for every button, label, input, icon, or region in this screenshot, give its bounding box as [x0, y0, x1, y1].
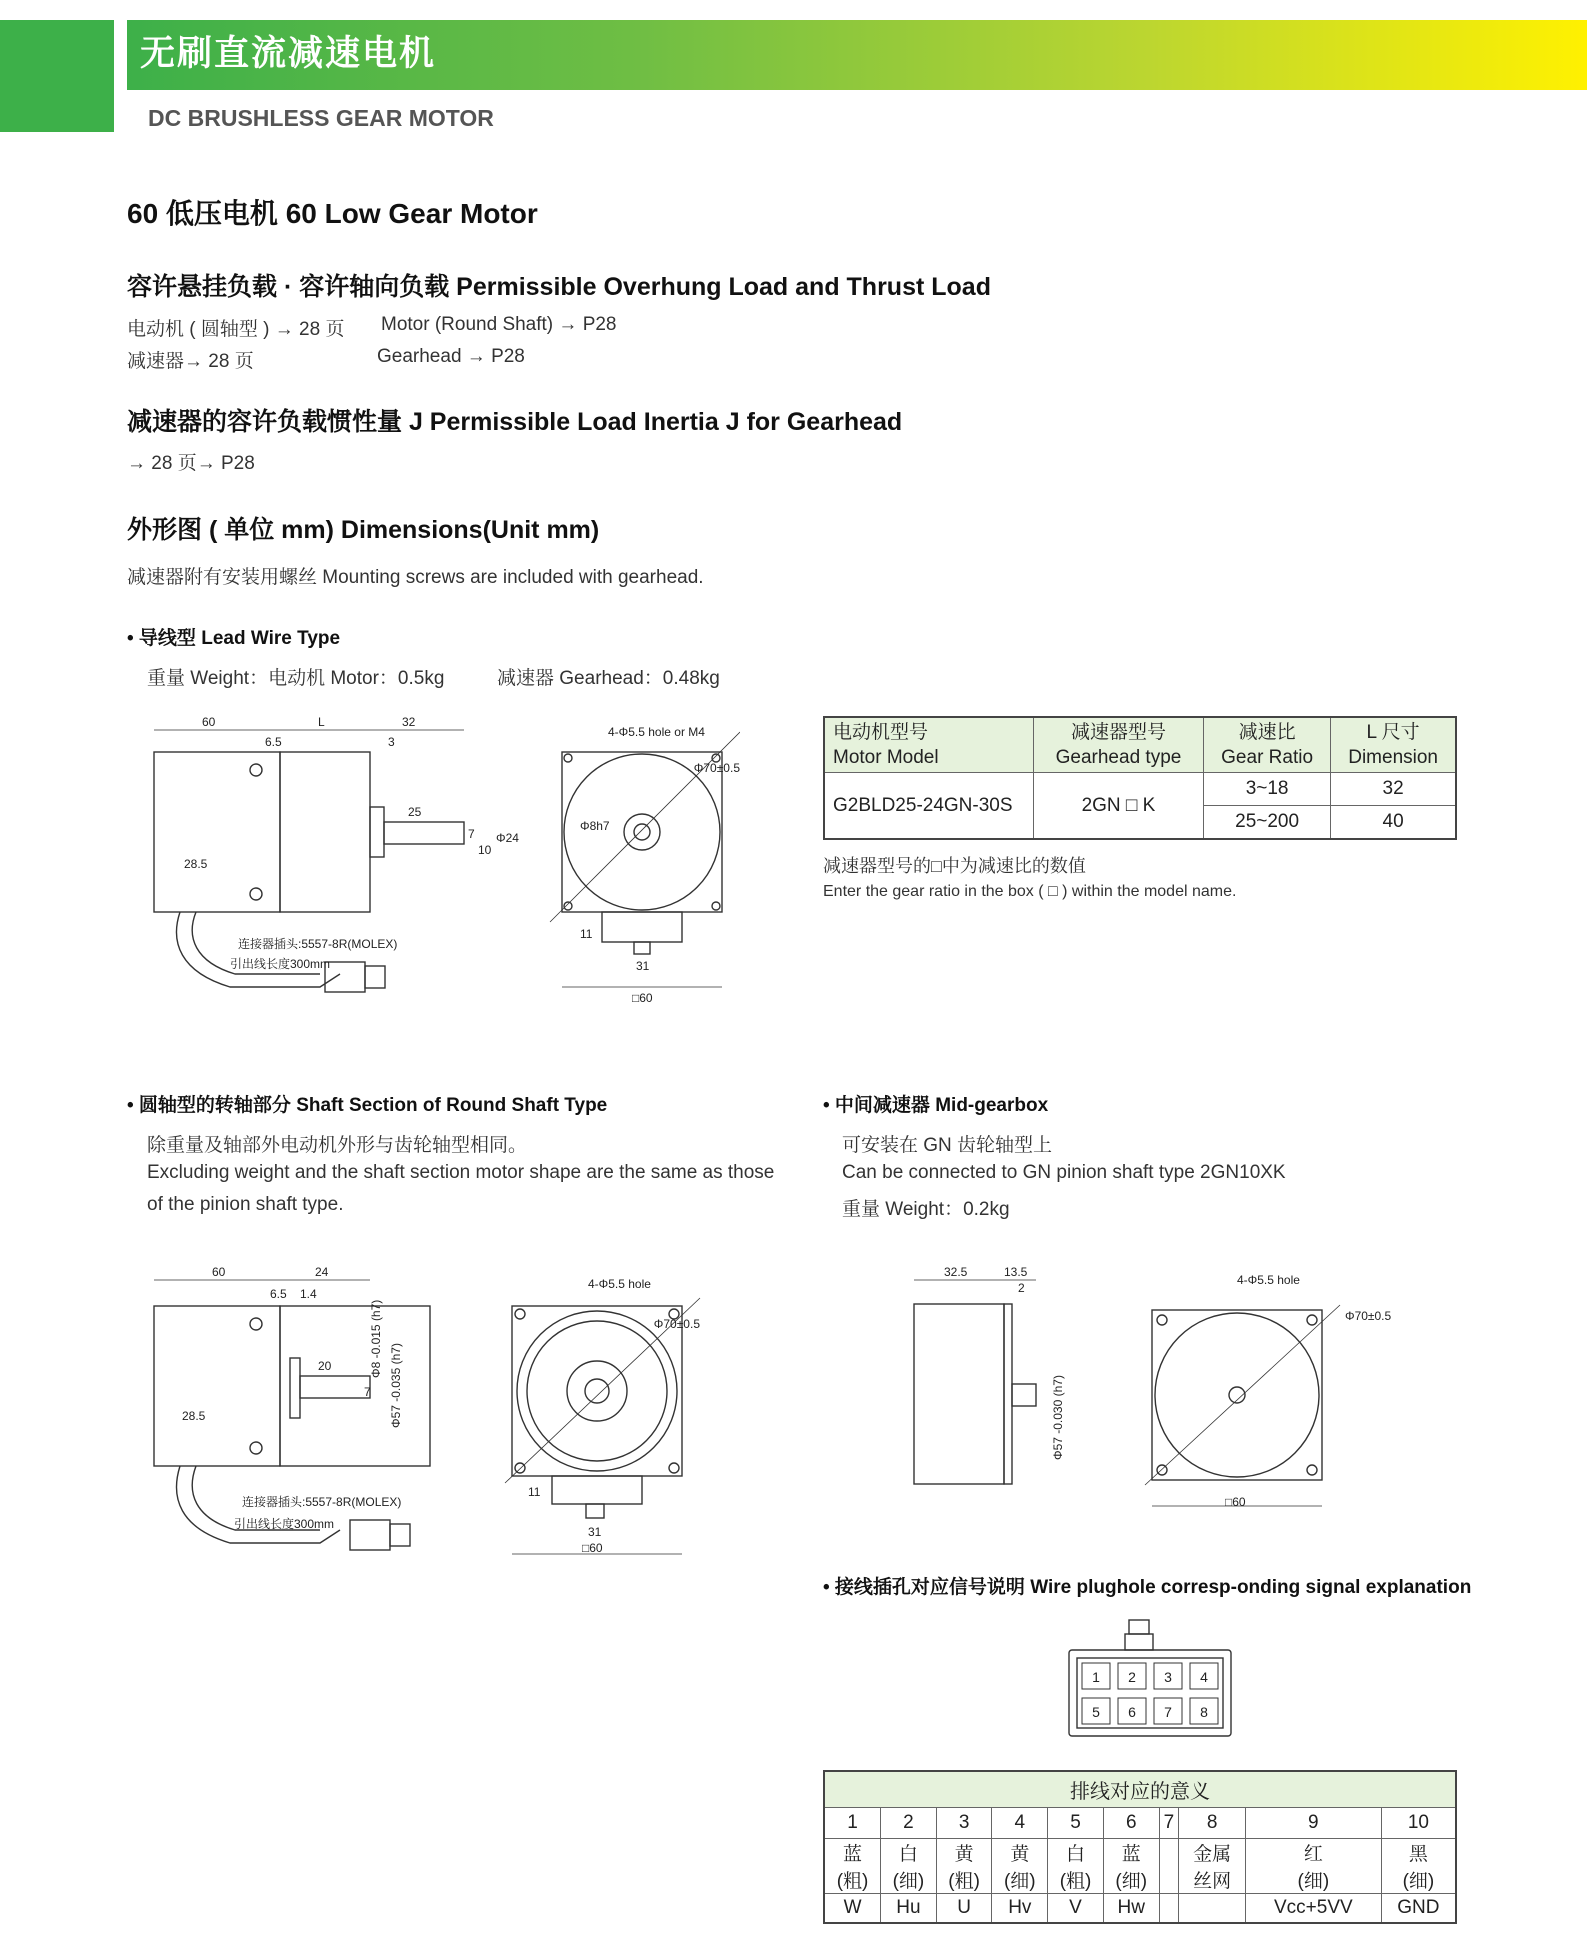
mid-gearbox-drawing [900, 1260, 1460, 1520]
round-shaft-line-cn: 除重量及轴部外电动机外形与齿轮轴型相同。 [147, 1135, 528, 1156]
mid-gearbox-bullet: • 中间减速器 Mid-gearbox [823, 1095, 1049, 1116]
inertia-line: → 28 页→ P28 [127, 453, 255, 474]
pin-1 [1082, 1663, 1110, 1689]
dim-3: 3 [388, 735, 395, 749]
phi70-label: Φ70±0.5 [1345, 1309, 1392, 1323]
dim-sq60: □60 [1225, 1495, 1246, 1509]
wire-number: 8 [1179, 1808, 1246, 1839]
cell-motor-model: G2BLD25-24GN-30S [824, 773, 1034, 840]
dim-phi57: Φ57 -0.030 (h7) [1051, 1375, 1065, 1460]
mid-gearbox-line-en: Can be connected to GN pinion shaft type 2GN10XK [842, 1162, 1286, 1183]
dim-32: 32 [402, 715, 416, 729]
hole-label: 4-Φ5.5 hole or M4 [608, 725, 705, 739]
pin-8 [1190, 1698, 1218, 1724]
dim-2: 2 [1018, 1281, 1025, 1295]
wire-color: 黄 (细) [992, 1839, 1048, 1894]
dim-28-5: 28.5 [182, 1409, 206, 1423]
dim-phi8: Φ8 -0.015 (h7) [369, 1299, 383, 1378]
wire-number: 2 [881, 1808, 937, 1839]
phi8-label: Φ8h7 [580, 819, 610, 833]
header-accent-block [0, 20, 114, 132]
dimensions-heading: 外形图 ( 单位 mm) Dimensions(Unit mm) [127, 516, 600, 544]
wire-signal: W [824, 1894, 881, 1924]
svg-text:2: 2 [1128, 1669, 1136, 1685]
dim-31: 31 [588, 1525, 602, 1539]
wire-signal: Vcc+5VV [1245, 1894, 1381, 1924]
svg-text:3: 3 [1164, 1669, 1172, 1685]
dim-31: 31 [636, 959, 650, 973]
cell-ratio: 25~200 [1203, 806, 1330, 840]
round-shaft-line-en2: of the pinion shaft type. [147, 1194, 344, 1215]
lead-length-label: 引出线长度300mm [234, 1517, 335, 1531]
hole-label: 4-Φ5.5 hole [588, 1277, 651, 1291]
overhung-line1-en: Motor (Round Shaft) → P28 [381, 314, 617, 335]
dim-6-5: 6.5 [270, 1287, 287, 1301]
dim-13-5: 13.5 [1004, 1265, 1028, 1279]
svg-text:4: 4 [1200, 1669, 1208, 1685]
overhung-heading: 容许悬挂负载 · 容许轴向负载 Permissible Overhung Load and Thrust Load [127, 273, 991, 301]
svg-text:1: 1 [1092, 1669, 1100, 1685]
wire-signal: GND [1381, 1894, 1456, 1924]
cell-dim: 40 [1331, 806, 1456, 840]
dim-7: 7 [468, 827, 475, 841]
wire-color: 白 (粗) [1048, 1839, 1104, 1894]
pin-6 [1118, 1698, 1146, 1724]
lead-wire-weight-gearhead: 减速器 Gearhead：0.48kg [497, 668, 720, 689]
dim-25: 25 [408, 805, 422, 819]
wire-color: 红 (细) [1245, 1839, 1381, 1894]
wire-signal: U [936, 1894, 992, 1924]
shaft-outline [384, 822, 464, 844]
dim-phi24: Φ24 [496, 831, 519, 845]
dim-1-4: 1.4 [300, 1287, 317, 1301]
hole-label: 4-Φ5.5 hole [1237, 1273, 1300, 1287]
header-title: 无刷直流减速电机 [140, 34, 437, 73]
overhung-line1-cn: 电动机 ( 圆轴型 ) → 28 页 [127, 319, 345, 340]
connector-label: 连接器插头:5557-8R(MOLEX) [242, 1495, 402, 1509]
gearhead-outline [280, 752, 370, 912]
wire-color: 蓝 (细) [1103, 1839, 1159, 1894]
pin-3 [1154, 1663, 1182, 1689]
dim-phi57: Φ57 -0.035 (h7) [389, 1343, 403, 1428]
phi70-label: Φ70±0.5 [653, 1317, 700, 1331]
dim-60: 60 [212, 1265, 226, 1279]
dim-60: 60 [202, 715, 216, 729]
round-shaft-bullet: • 圆轴型的转轴部分 Shaft Section of Round Shaft Type [127, 1095, 608, 1116]
inertia-heading: 减速器的容许负载惯性量 J Permissible Load Inertia J for Gearhead [127, 408, 903, 436]
dim-11: 11 [580, 927, 593, 941]
connector-pin-diagram [1065, 1612, 1235, 1752]
wire-signal [1179, 1894, 1246, 1924]
wire-signal: Hv [992, 1894, 1048, 1924]
dim-28-5: 28.5 [184, 857, 208, 871]
wire-number: 5 [1048, 1808, 1104, 1839]
svg-text:5: 5 [1092, 1704, 1100, 1720]
wire-number: 10 [1381, 1808, 1456, 1839]
overhung-line2-en: Gearhead → P28 [377, 346, 525, 367]
wire-color: 蓝 (粗) [824, 1839, 881, 1894]
dimensions-note: 减速器附有安装用螺丝 Mounting screws are included with gearhead. [127, 567, 704, 588]
wire-signal: Hu [881, 1894, 937, 1924]
cell-ratio: 3~18 [1203, 773, 1330, 806]
page-title: 60 低压电机 60 Low Gear Motor [127, 198, 538, 229]
motor-body-outline [154, 752, 280, 912]
wire-number: 6 [1103, 1808, 1159, 1839]
dim-24: 24 [315, 1265, 329, 1279]
lead-wire-bullet: • 导线型 Lead Wire Type [127, 628, 341, 649]
wire-number: 1 [824, 1808, 881, 1839]
dim-6-5: 6.5 [265, 735, 282, 749]
signal-table [823, 1770, 1457, 1924]
mid-gearbox-weight: 重量 Weight：0.2kg [842, 1199, 1010, 1220]
wire-number: 3 [936, 1808, 992, 1839]
dim-sq60: □60 [632, 991, 653, 1005]
wire-color: 黑 (细) [1381, 1839, 1456, 1894]
lead-wire-drawing [140, 712, 740, 1032]
connector-label: 连接器插头:5557-8R(MOLEX) [238, 937, 398, 951]
round-shaft-line-en1: Excluding weight and the shaft section motor shape are the same as those [147, 1162, 775, 1183]
header-gear-ratio: 减速比 Gear Ratio [1203, 717, 1330, 773]
header-motor-model: 电动机型号 Motor Model [824, 717, 1034, 773]
lead-length-label: 引出线长度300mm [230, 957, 331, 971]
dim-10: 10 [478, 843, 492, 857]
dim-11: 11 [528, 1485, 541, 1499]
header-dimension: L 尺寸 Dimension [1331, 717, 1456, 773]
dim-L: L [318, 715, 325, 729]
model-note-cn: 减速器型号的□中为减速比的数值 [823, 856, 1086, 876]
pin-4 [1190, 1663, 1218, 1689]
cell-gearhead-type: 2GN □ K [1034, 773, 1204, 840]
svg-text:6: 6 [1128, 1704, 1136, 1720]
model-table [823, 716, 1457, 840]
pin-2 [1118, 1663, 1146, 1689]
header-gearhead-type: 减速器型号 Gearhead type [1034, 717, 1204, 773]
wire-color: 白 (细) [881, 1839, 937, 1894]
wire-number: 4 [992, 1808, 1048, 1839]
svg-text:7: 7 [1164, 1704, 1172, 1720]
dim-32-5: 32.5 [944, 1265, 968, 1279]
lead-wire-weight-motor: 重量 Weight：电动机 Motor：0.5kg [147, 668, 445, 689]
wire-number: 9 [1245, 1808, 1381, 1839]
model-note-en: Enter the gear ratio in the box ( □ ) within the model name. [823, 883, 1237, 900]
signal-table-title: 排线对应的意义 [824, 1771, 1456, 1808]
overhung-line2-cn: 减速器→ 28 页 [127, 351, 254, 372]
pin-5 [1082, 1698, 1110, 1724]
cell-dim: 32 [1331, 773, 1456, 806]
phi70-label: Φ70±0.5 [693, 761, 740, 775]
mid-gearbox-line-cn: 可安装在 GN 齿轮轴型上 [842, 1135, 1053, 1156]
wire-color [1159, 1839, 1179, 1894]
wire-color: 金属 丝网 [1179, 1839, 1246, 1894]
pin-7 [1154, 1698, 1182, 1724]
header-subtitle: DC BRUSHLESS GEAR MOTOR [148, 105, 494, 131]
wire-signal: Hw [1103, 1894, 1159, 1924]
round-shaft-drawing [140, 1258, 740, 1598]
dim-20: 20 [318, 1359, 332, 1373]
dim-sq60: □60 [582, 1541, 603, 1555]
wire-signal [1159, 1894, 1179, 1924]
wire-bullet: • 接线插孔对应信号说明 Wire plughole corresp-onding signal explanation [823, 1577, 1472, 1598]
wire-signal: V [1048, 1894, 1104, 1924]
wire-number: 7 [1159, 1808, 1179, 1839]
svg-text:8: 8 [1200, 1704, 1208, 1720]
wire-color: 黄 (粗) [936, 1839, 992, 1894]
dim-7: 7 [364, 1385, 371, 1399]
